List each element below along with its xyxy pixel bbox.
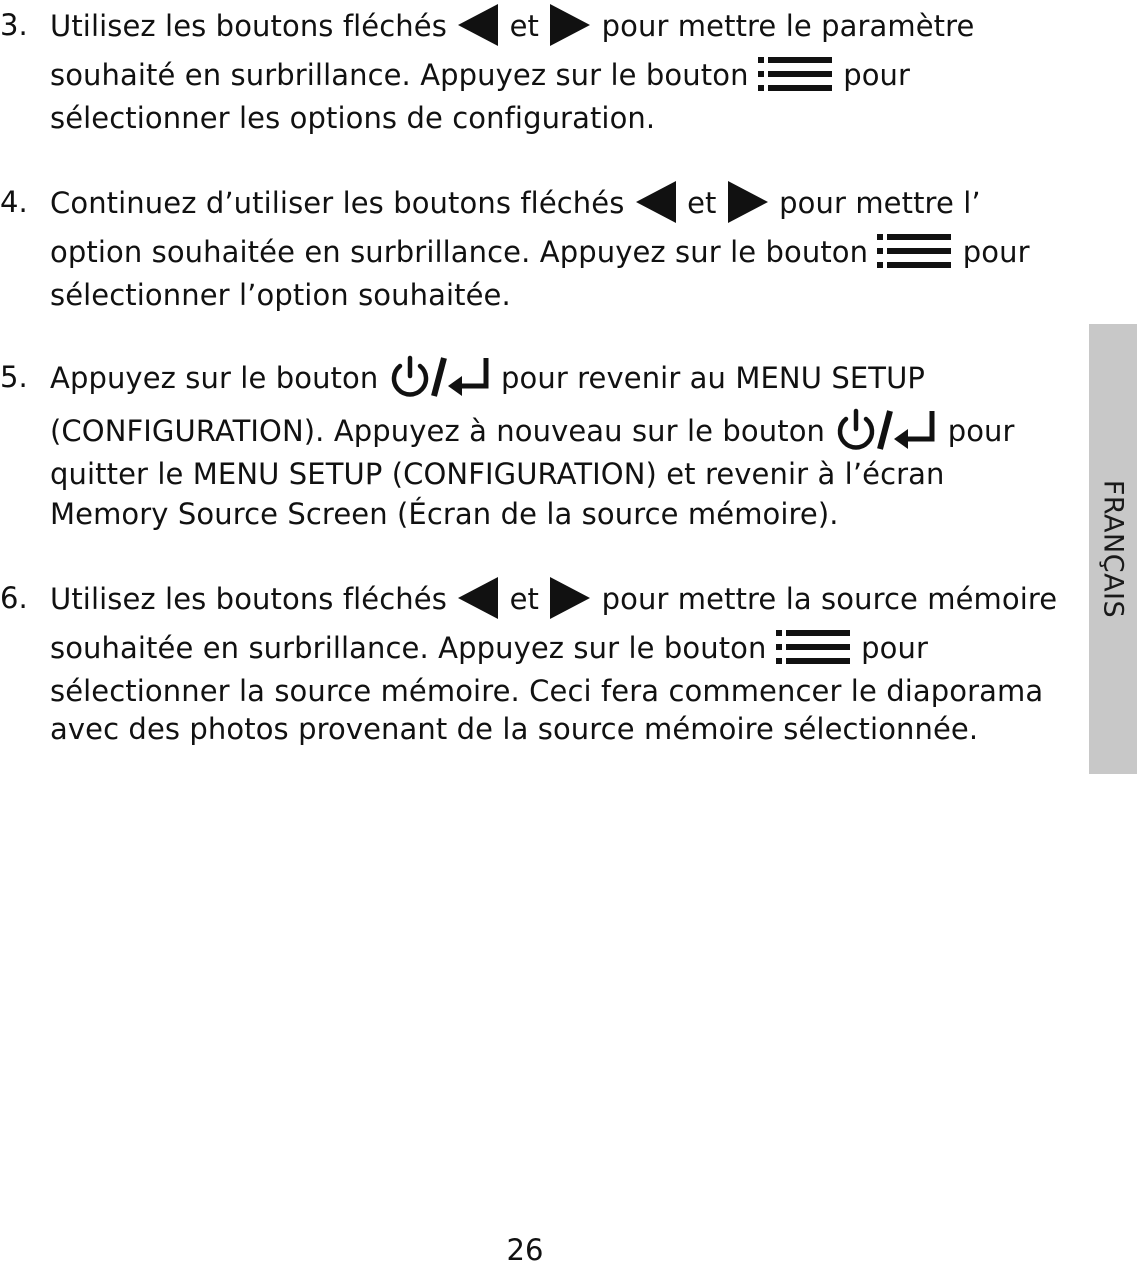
step-5-text-f: Memory Source Screen (Écran de la source mémoire). xyxy=(50,497,839,531)
step-4-text-d: option souhaitée en surbrillance. Appuyez sur le bouton xyxy=(50,235,878,269)
step-4-text-a: Continuez d’utiliser les boutons fléchés xyxy=(50,186,634,220)
step-3-text-f: sélectionner les options de configuration. xyxy=(50,101,656,135)
step-3-number: 3. xyxy=(0,8,28,42)
step-6-text-a: Utilisez les boutons fléchés xyxy=(50,582,457,616)
right-arrow-icon xyxy=(548,2,592,48)
step-6-line-3 xyxy=(50,671,1043,711)
step-6-text-c: pour mettre la source mémoire xyxy=(601,582,1058,616)
power-enter-icon xyxy=(834,407,938,453)
left-arrow-icon xyxy=(456,2,500,48)
step-6-text-f: sélectionner la source mémoire. Ceci fera commencer le diaporama xyxy=(50,674,1044,708)
step-6-line-2 xyxy=(50,628,928,670)
step-4-line-1 xyxy=(50,182,981,228)
step-4-text-b: et xyxy=(687,186,726,220)
step-6-line-1 xyxy=(50,578,1057,624)
power-enter-icon xyxy=(388,354,492,400)
step-6-text-e: pour xyxy=(861,631,928,665)
step-3-text-c: pour mettre le paramètre xyxy=(601,9,975,43)
left-arrow-icon xyxy=(456,575,500,621)
step-5-text-a: Appuyez sur le bouton xyxy=(50,361,388,395)
step-3-line-2 xyxy=(50,55,910,97)
step-6-text-b: et xyxy=(509,582,549,616)
step-4-text-e: pour xyxy=(962,235,1030,269)
step-3-line-1 xyxy=(50,5,974,51)
step-3-text-b: et xyxy=(509,9,549,43)
step-4-text-c: pour mettre l’ xyxy=(779,186,981,220)
step-5-line-4 xyxy=(50,494,839,534)
menu-icon xyxy=(877,231,953,271)
step-6-text-g: avec des photos provenant de la source mémoire sélectionnée. xyxy=(50,712,979,746)
right-arrow-icon xyxy=(726,179,770,225)
step-5-text-b: pour revenir au MENU SETUP xyxy=(501,361,925,395)
menu-icon xyxy=(758,54,834,94)
step-4-text-f: sélectionner l’option souhaitée. xyxy=(50,278,511,312)
step-4-line-2 xyxy=(50,232,1030,274)
step-5-line-1 xyxy=(50,357,925,403)
left-arrow-icon xyxy=(634,179,678,225)
menu-icon xyxy=(776,627,852,667)
page-number: 26 xyxy=(506,1233,544,1267)
step-4-line-3 xyxy=(50,275,511,315)
step-5-line-3 xyxy=(50,454,945,494)
step-3-text-d: souhaité en surbrillance. Appuyez sur le bouton xyxy=(50,58,758,92)
step-6-line-4 xyxy=(50,709,978,749)
language-label: FRANÇAIS xyxy=(1097,479,1129,619)
step-5-text-e: quitter le MENU SETUP (CONFIGURATION) et revenir à l’écran xyxy=(50,457,945,491)
step-3-text-e: pour xyxy=(843,58,911,92)
step-5-number: 5. xyxy=(0,360,28,394)
step-5-line-2 xyxy=(50,410,1015,456)
step-6-number: 6. xyxy=(0,581,28,615)
language-side-tab xyxy=(1089,324,1137,774)
step-6-text-d: souhaitée en surbrillance. Appuyez sur le bouton xyxy=(50,631,776,665)
right-arrow-icon xyxy=(548,575,592,621)
step-3-line-3 xyxy=(50,98,655,138)
step-5-text-d: pour xyxy=(947,414,1015,448)
step-4-number: 4. xyxy=(0,185,28,219)
step-3-text-a: Utilisez les boutons fléchés xyxy=(50,9,457,43)
step-5-text-c: (CONFIGURATION). Appuyez à nouveau sur le bouton xyxy=(50,414,835,448)
